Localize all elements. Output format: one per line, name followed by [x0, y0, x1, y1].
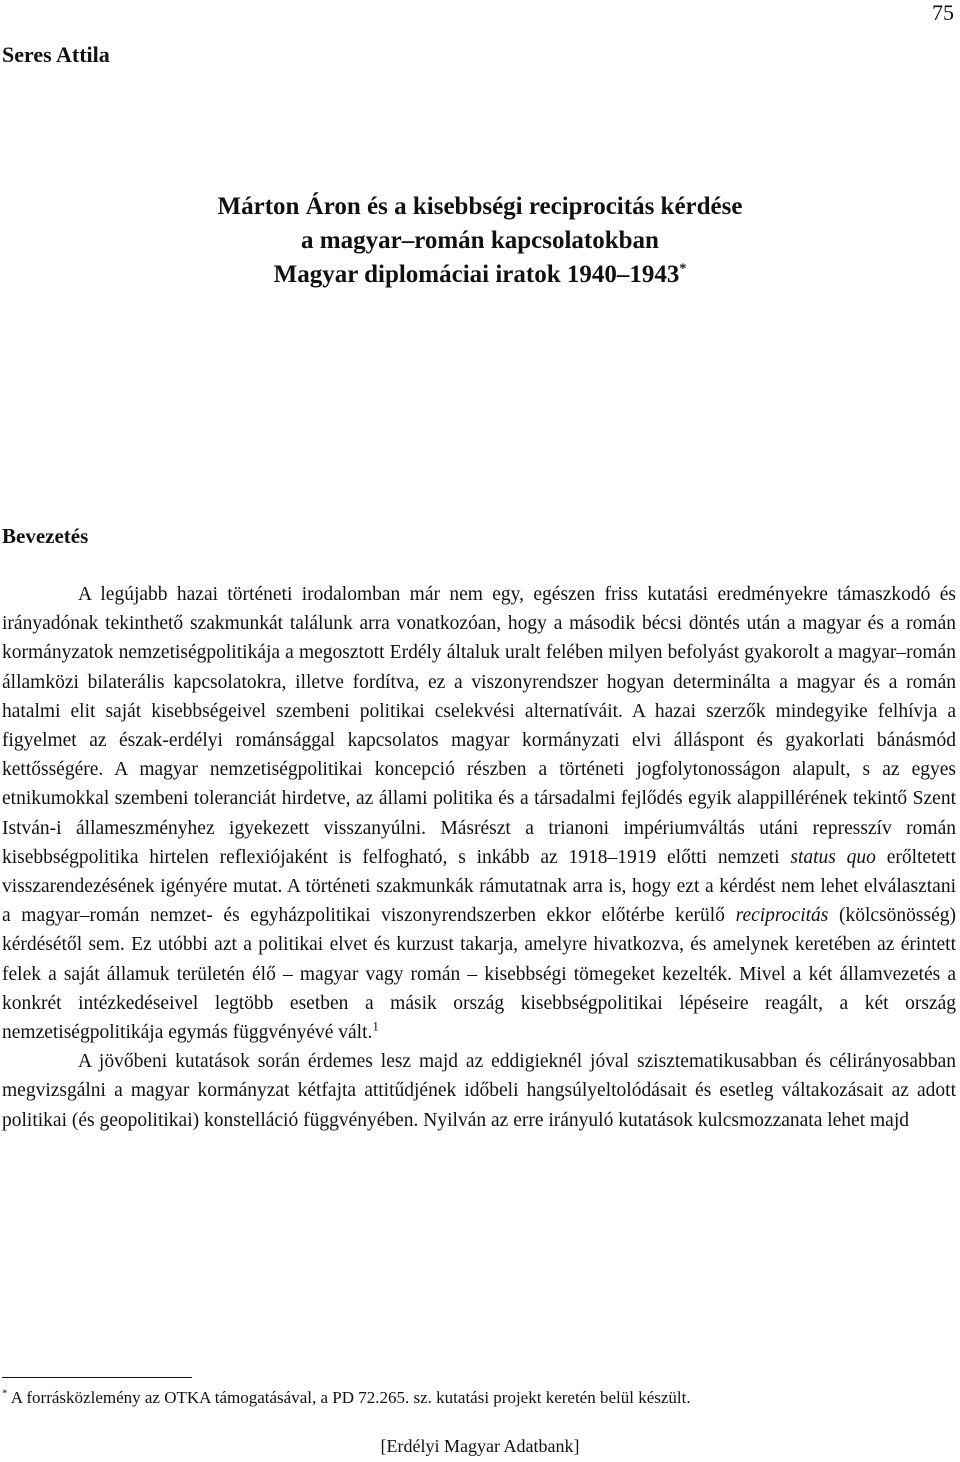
title-line-2: a magyar–román kapcsolatokban — [301, 227, 659, 254]
italic-reciprocitas: reciprocitás — [735, 905, 829, 927]
footnote-divider — [2, 1377, 192, 1378]
footnote-reference: 1 — [372, 1018, 379, 1034]
paragraph-1-part-1: A legújabb hazai történeti irodalomban már nem egy, egészen friss kutatási eredményekre támaszkodó és irányadónak tekinthető szakmunkát találunk arra vonatkozóan, hogy a második bécsi döntés után a magyar és a román kormányzatok nemzetiségpolitikája a megosztott Erdély általuk uralt felében milyen befolyást gyakorolt a magyar–román államközi bilaterális kapcsolatokra, illetve fordítva, ez a viszonyrendszer hogyan determinálta a magyar és a román hatalmi elit saját kisebbségeivel szembeni politikai cselekvési alternatíváit. A hazai szerzők mindegyike felhívja a figyelmet az észak-erdélyi románsággal kapcsolatos magyar kormányzati elvi álláspont és gyakorlati bánásmód kettősségére. A magyar nemzetiségpolitikai koncepció részben a történeti jogfolytonosságon alapult, s az egyes etnikumokkal szembeni toleranciát hirdetve, az állami politika és a társadalmi fejlődés egyik alappillérének tekintő Szent István-i állameszményhez igyekezett visszanyúlni. Másrészt a trianoni impériumváltás utáni represszív román kisebbségpolitika hirtelen reflexiójaként is felfogható, s inkább az 1918–1919 előtti nemzeti — [2, 584, 956, 868]
page-number: 75 — [932, 0, 954, 25]
paragraph-1-part-3: (kölcsönösség) kérdésétől sem. Ez utóbbi azt a politikai elvet és kurzust takarja, amelyre hivatkozva, és amelynek keretében az érintett felek a saját államuk területén élő – magyar vagy román – kisebbségi tömegeket kezelték. Mivel a két államvezetés a konkrét intézkedéseivel legtöbb esetben a másik ország kisebbségpolitikai lépéseire reagált, a két ország nemzetiségpolitikája egymás függvényévé vált. — [2, 905, 956, 1044]
paragraph-2: A jövőbeni kutatások során érdemes lesz majd az eddigieknél jóval szisztematikusabban és célirányosabban megvizsgálni a magyar kormányzat kétfajta attitűdjének időbeli hangsúlyeltolódásait és esetleg váltakozásait az adott politikai (és geopolitikai) konstelláció függvényében. Nyilván az erre irányuló kutatások kulcsmozzanata lehet majd — [2, 1051, 956, 1131]
title-line-3-text: Magyar diplomáciai iratok 1940–1943 — [273, 261, 680, 288]
footnote-text: A forrásközlemény az OTKA támogatásával, a PD 72.265. sz. kutatási projekt keretén belül készült. — [7, 1388, 691, 1407]
author-name: Seres Attila — [2, 42, 110, 67]
title-line-3 — [0, 258, 960, 292]
italic-status-quo: status quo — [790, 846, 876, 868]
paragraph-1-part-2: erőltetett visszarendezésének igényére mutat. A történeti szakmunkák rámutatnak arra is, hogy ezt a kérdést nem lehet elválasztani a magyar–román nemzet- és egyházpolitikai viszonyrendszerben ekkor előtérbe kerülő — [2, 846, 956, 927]
section-heading: Bevezetés — [2, 524, 89, 548]
paragraph-1 — [2, 580, 956, 1047]
page-footer: [Erdélyi Magyar Adatbank] — [380, 1436, 580, 1456]
article-title — [0, 190, 960, 292]
title-footnote-marker: * — [679, 261, 687, 277]
body-text — [2, 580, 956, 1135]
footnote-marker: * — [2, 1387, 8, 1400]
footnote — [2, 1388, 691, 1408]
title-line-1: Márton Áron és a kisebbségi reciprocitás kérdése — [217, 193, 743, 220]
